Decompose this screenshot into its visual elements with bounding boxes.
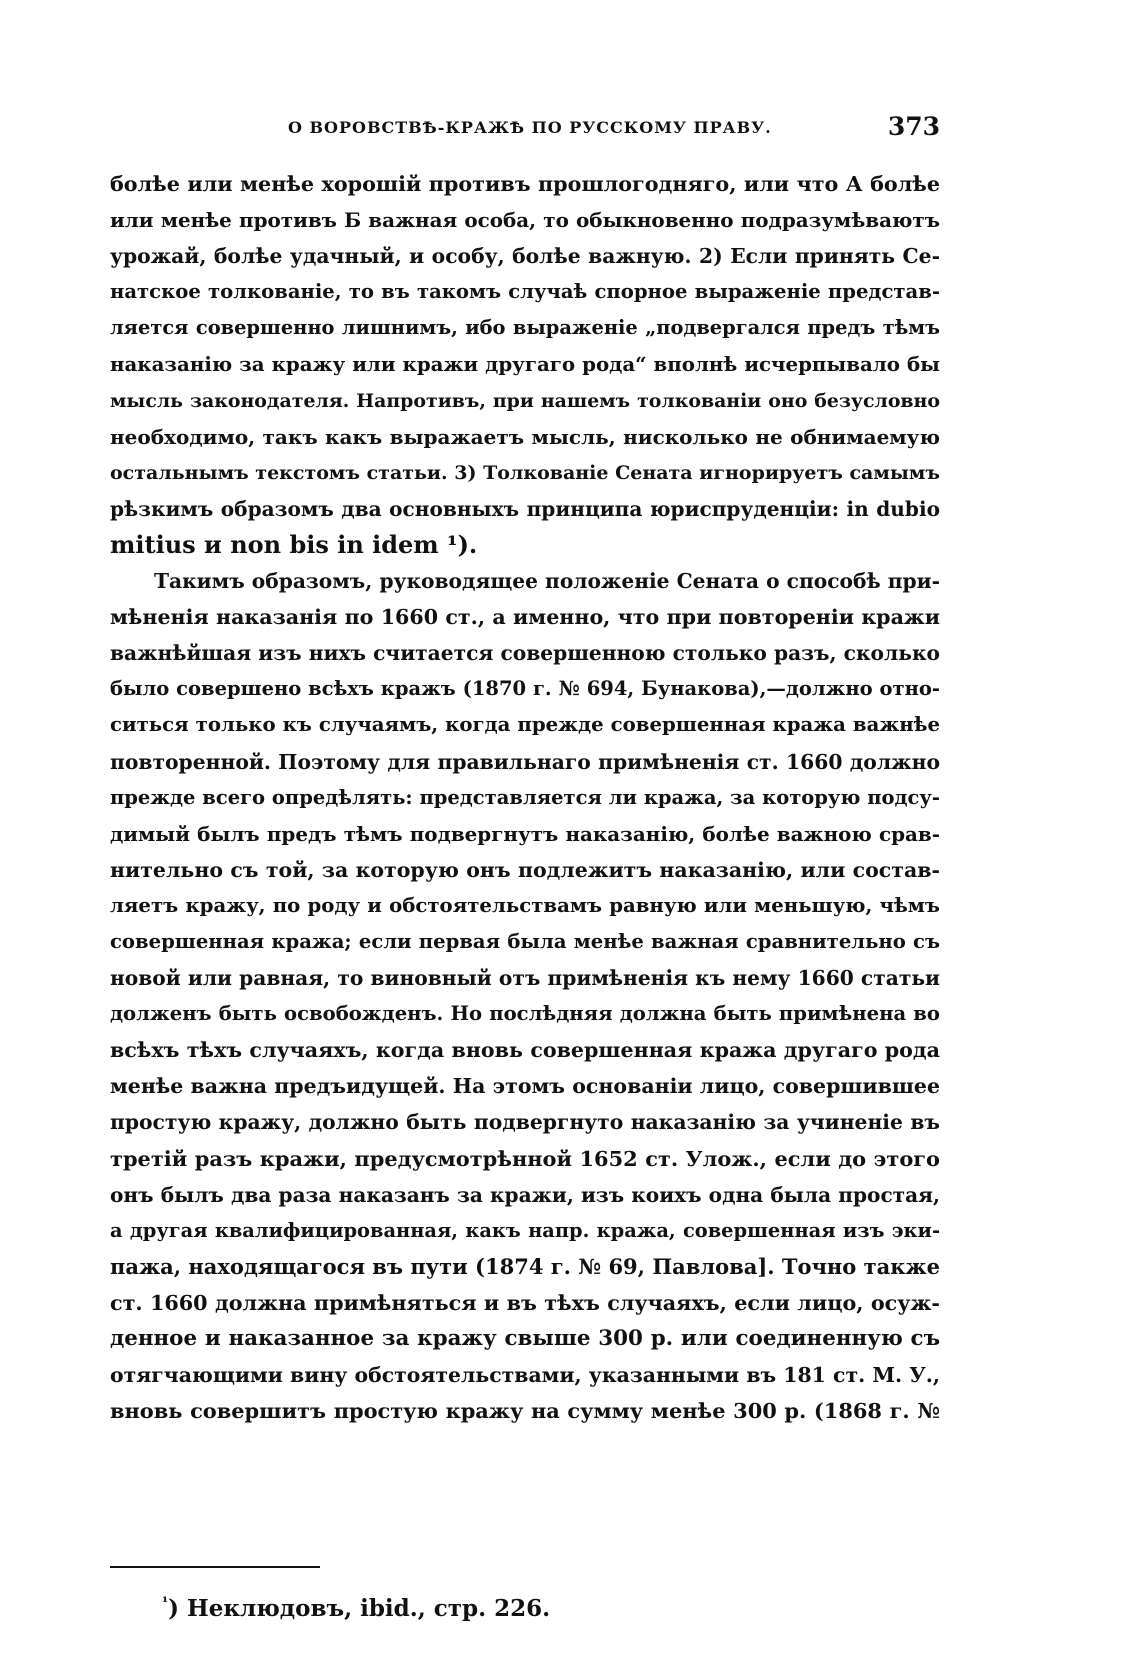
body-text — [110, 166, 940, 1429]
text-line: повторенной. Поэтому для правильнаго примѣненія ст. 1660 должно — [110, 749, 940, 774]
text-line: пажа, находящагося въ пути (1874 г. № 69, Павлова]. Точно также — [110, 1253, 940, 1279]
text-line: Такимъ образомъ, руководящее положеніе Сената о способѣ при- — [154, 569, 940, 594]
text-line: было совершено всѣхъ кражъ (1870 г. № 694, Бунакова),—должно отно- — [110, 677, 940, 701]
text-line: натское толкованіе, то въ такомъ случаѣ спорное выраженіе представ- — [110, 280, 940, 304]
text-line: нительно съ той, за которую онъ подлежитъ наказанію, или состав- — [110, 857, 940, 882]
text-line: всѣхъ тѣхъ случаяхъ, когда вновь совершенная кража другаго рода — [110, 1038, 940, 1063]
text-line: димый былъ предъ тѣмъ подвергнутъ наказанію, болѣе важною срав- — [110, 821, 940, 846]
text-line: рѣзкимъ образомъ два основныхъ принципа юриспруденціи: in dubio — [110, 496, 940, 521]
text-line: а другая квалифицированная, какъ напр. кража, совершенная изъ эки- — [110, 1218, 940, 1242]
footnote-separator — [110, 1566, 320, 1568]
text-line: мысль законодателя. Напротивъ, при нашемъ толкованіи оно безусловно — [110, 389, 940, 412]
text-line: новой или равная, то виновный отъ примѣненія къ нему 1660 статьи — [110, 966, 940, 991]
text-line: третій разъ кражи, предусмотрѣнной 1652 ст. Улож., если до этого — [110, 1145, 940, 1171]
footnote-marker: ¹ — [162, 1595, 169, 1611]
footnote — [162, 1588, 550, 1624]
text-line: прежде всего опредѣлять: представляется ли кража, за которую подсу- — [110, 785, 940, 809]
text-line: или менѣе противъ Б важная особа, то обыкновенно подразумѣваютъ — [110, 208, 940, 233]
text-line: необходимо, такъ какъ выражаетъ мысль, нисколько не обнимаемую — [110, 424, 940, 449]
text-line: остальнымъ текстомъ статьи. 3) Толкованіе Сената игнорируетъ самымъ — [110, 461, 940, 484]
paragraph — [110, 563, 940, 1429]
text-line: вновь совершитъ простую кражу на сумму менѣе 300 р. (1868 г. № — [110, 1398, 940, 1424]
running-header — [110, 112, 940, 146]
text-line: долженъ быть освобожденъ. Но послѣдняя должна быть примѣнена во — [110, 1002, 940, 1026]
text-line: совершенная кража; если первая была менѣе важная сравнительно съ — [110, 929, 940, 953]
text-line: наказанію за кражу или кражи другаго рода“ вполнѣ исчерпывало бы — [110, 352, 940, 377]
footnote-text: ) Неклюдовъ, ibid., стр. 226. — [168, 1595, 551, 1622]
text-line: ситься только къ случаямъ, когда прежде совершенная кража важнѣе — [110, 713, 940, 737]
header-title: О ВОРОВСТВѢ-КРАЖѢ ПО РУССКОМУ ПРАВУ. — [288, 118, 772, 137]
text-line: ст. 1660 должна примѣняться и въ тѣхъ случаяхъ, если лицо, осуж- — [110, 1290, 940, 1315]
text-line: мѣненія наказанія по 1660 ст., а именно, что при повтореніи кражи — [110, 605, 940, 630]
text-line: mitius и non bis in idem ¹). — [110, 529, 478, 559]
text-line: онъ былъ два раза наказанъ за кражи, изъ коихъ одна была простая, — [110, 1182, 940, 1207]
text-line: денное и наказанное за кражу свыше 300 р. или соединенную съ — [110, 1326, 940, 1351]
paragraph — [110, 166, 940, 563]
page-number: 373 — [887, 112, 940, 141]
text-line: ляется совершенно лишнимъ, ибо выраженіе „подвергался предъ тѣмъ — [110, 316, 940, 340]
text-line: отягчающими вину обстоятельствами, указанными въ 181 ст. М. У., — [110, 1363, 940, 1388]
text-line: урожай, болѣе удачный, и особу, болѣе важную. 2) Если принять Се- — [110, 244, 940, 269]
text-line: ляетъ кражу, по роду и обстоятельствамъ равную или меньшую, чѣмъ — [110, 893, 940, 917]
text-line: важнѣйшая изъ нихъ считается совершенною столько разъ, сколько — [110, 641, 940, 666]
text-line: болѣе или менѣе хорошій противъ прошлогодняго, или что А болѣе — [110, 172, 940, 196]
text-line: простую кражу, должно быть подвергнуто наказанію за учиненіе въ — [110, 1110, 940, 1135]
text-line: менѣе важна предъидущей. На этомъ основаніи лицо, совершившее — [110, 1074, 940, 1099]
